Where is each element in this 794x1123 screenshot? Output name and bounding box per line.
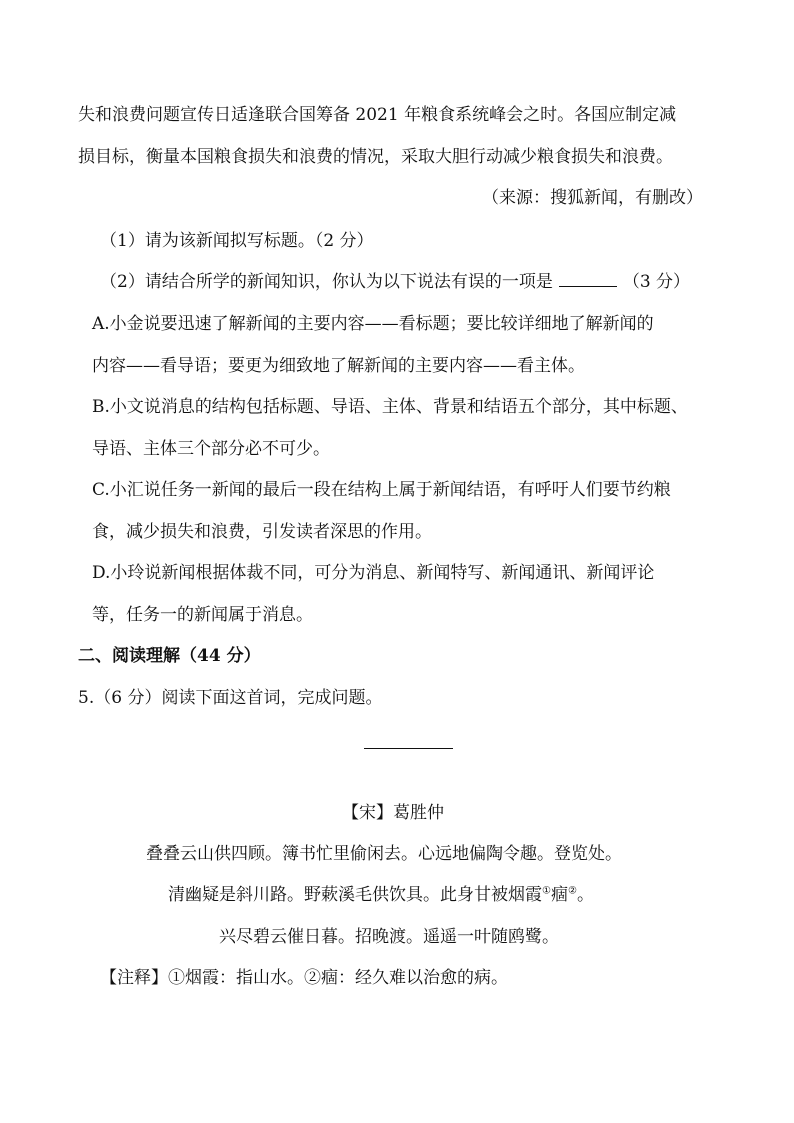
passage-source: （来源：搜狐新闻，有删改）	[482, 188, 703, 208]
poem-line-2-text: 清幽疑是斜川路。野蔌溪毛供饮具。此身甘被烟霞	[168, 885, 542, 905]
option-b-line-2: 导语、主体三个部分必不可少。	[92, 439, 330, 459]
poem-line-1: 叠叠云山供四顾。簿书忙里偷闲去。心远地偏陶令趣。登览处。	[146, 844, 622, 864]
question-2-score: （3 分）	[622, 272, 691, 292]
question-5: 5.（6 分）阅读下面这首词，完成问题。	[78, 688, 383, 708]
passage-line-2: 损目标，衡量本国粮食损失和浪费的情况，采取大胆行动减少粮食损失和浪费。	[78, 147, 673, 167]
annotation-note: 【注释】①烟霞：指山水。②痼：经久难以治愈的病。	[100, 968, 508, 988]
answer-blank[interactable]	[559, 272, 617, 287]
poem-line-2-word: 痼	[550, 885, 568, 905]
option-a-line-1: A.小金说要迅速了解新闻的主要内容——看标题；要比较详细地了解新闻的	[92, 314, 654, 334]
section-heading: 二、阅读理解（44 分）	[78, 646, 261, 666]
question-2-text: （2）请结合所学的新闻知识，你认为以下说法有误的一项是	[100, 272, 553, 292]
poem-title-blank	[364, 748, 453, 749]
option-b-line-1: B.小文说消息的结构包括标题、导语、主体、背景和结语五个部分，其中标题、	[92, 397, 688, 417]
passage-line-1: 失和浪费问题宣传日适逢联合国筹备 2021 年粮食系统峰会之时。各国应制定减	[78, 105, 677, 125]
footnote-marker-2: ②	[567, 885, 577, 897]
poem-author: 【宋】葛胜仲	[342, 803, 444, 823]
option-d-line-1: D.小玲说新闻根据体裁不同，可分为消息、新闻特写、新闻通讯、新闻评论	[92, 563, 655, 583]
footnote-marker-1: ①	[542, 885, 551, 897]
option-a-line-2: 内容——看导语；要更为细致地了解新闻的主要内容——看主体。	[92, 356, 585, 376]
option-c-line-1: C.小汇说任务一新闻的最后一段在结构上属于新闻结语，有呼吁人们要节约粮	[92, 480, 671, 500]
poem-line-3: 兴尽碧云催日暮。招晚渡。遥遥一叶随鸥鹭。	[219, 927, 559, 947]
option-d-line-2: 等，任务一的新闻属于消息。	[92, 605, 313, 625]
question-1: （1）请为该新闻拟写标题。（2 分）	[100, 231, 374, 251]
question-2	[100, 271, 690, 293]
poem-line-2-end: 。	[576, 885, 594, 905]
option-c-line-2: 食，减少损失和浪费，引发读者深思的作用。	[92, 522, 432, 542]
poem-line-2	[168, 884, 594, 906]
